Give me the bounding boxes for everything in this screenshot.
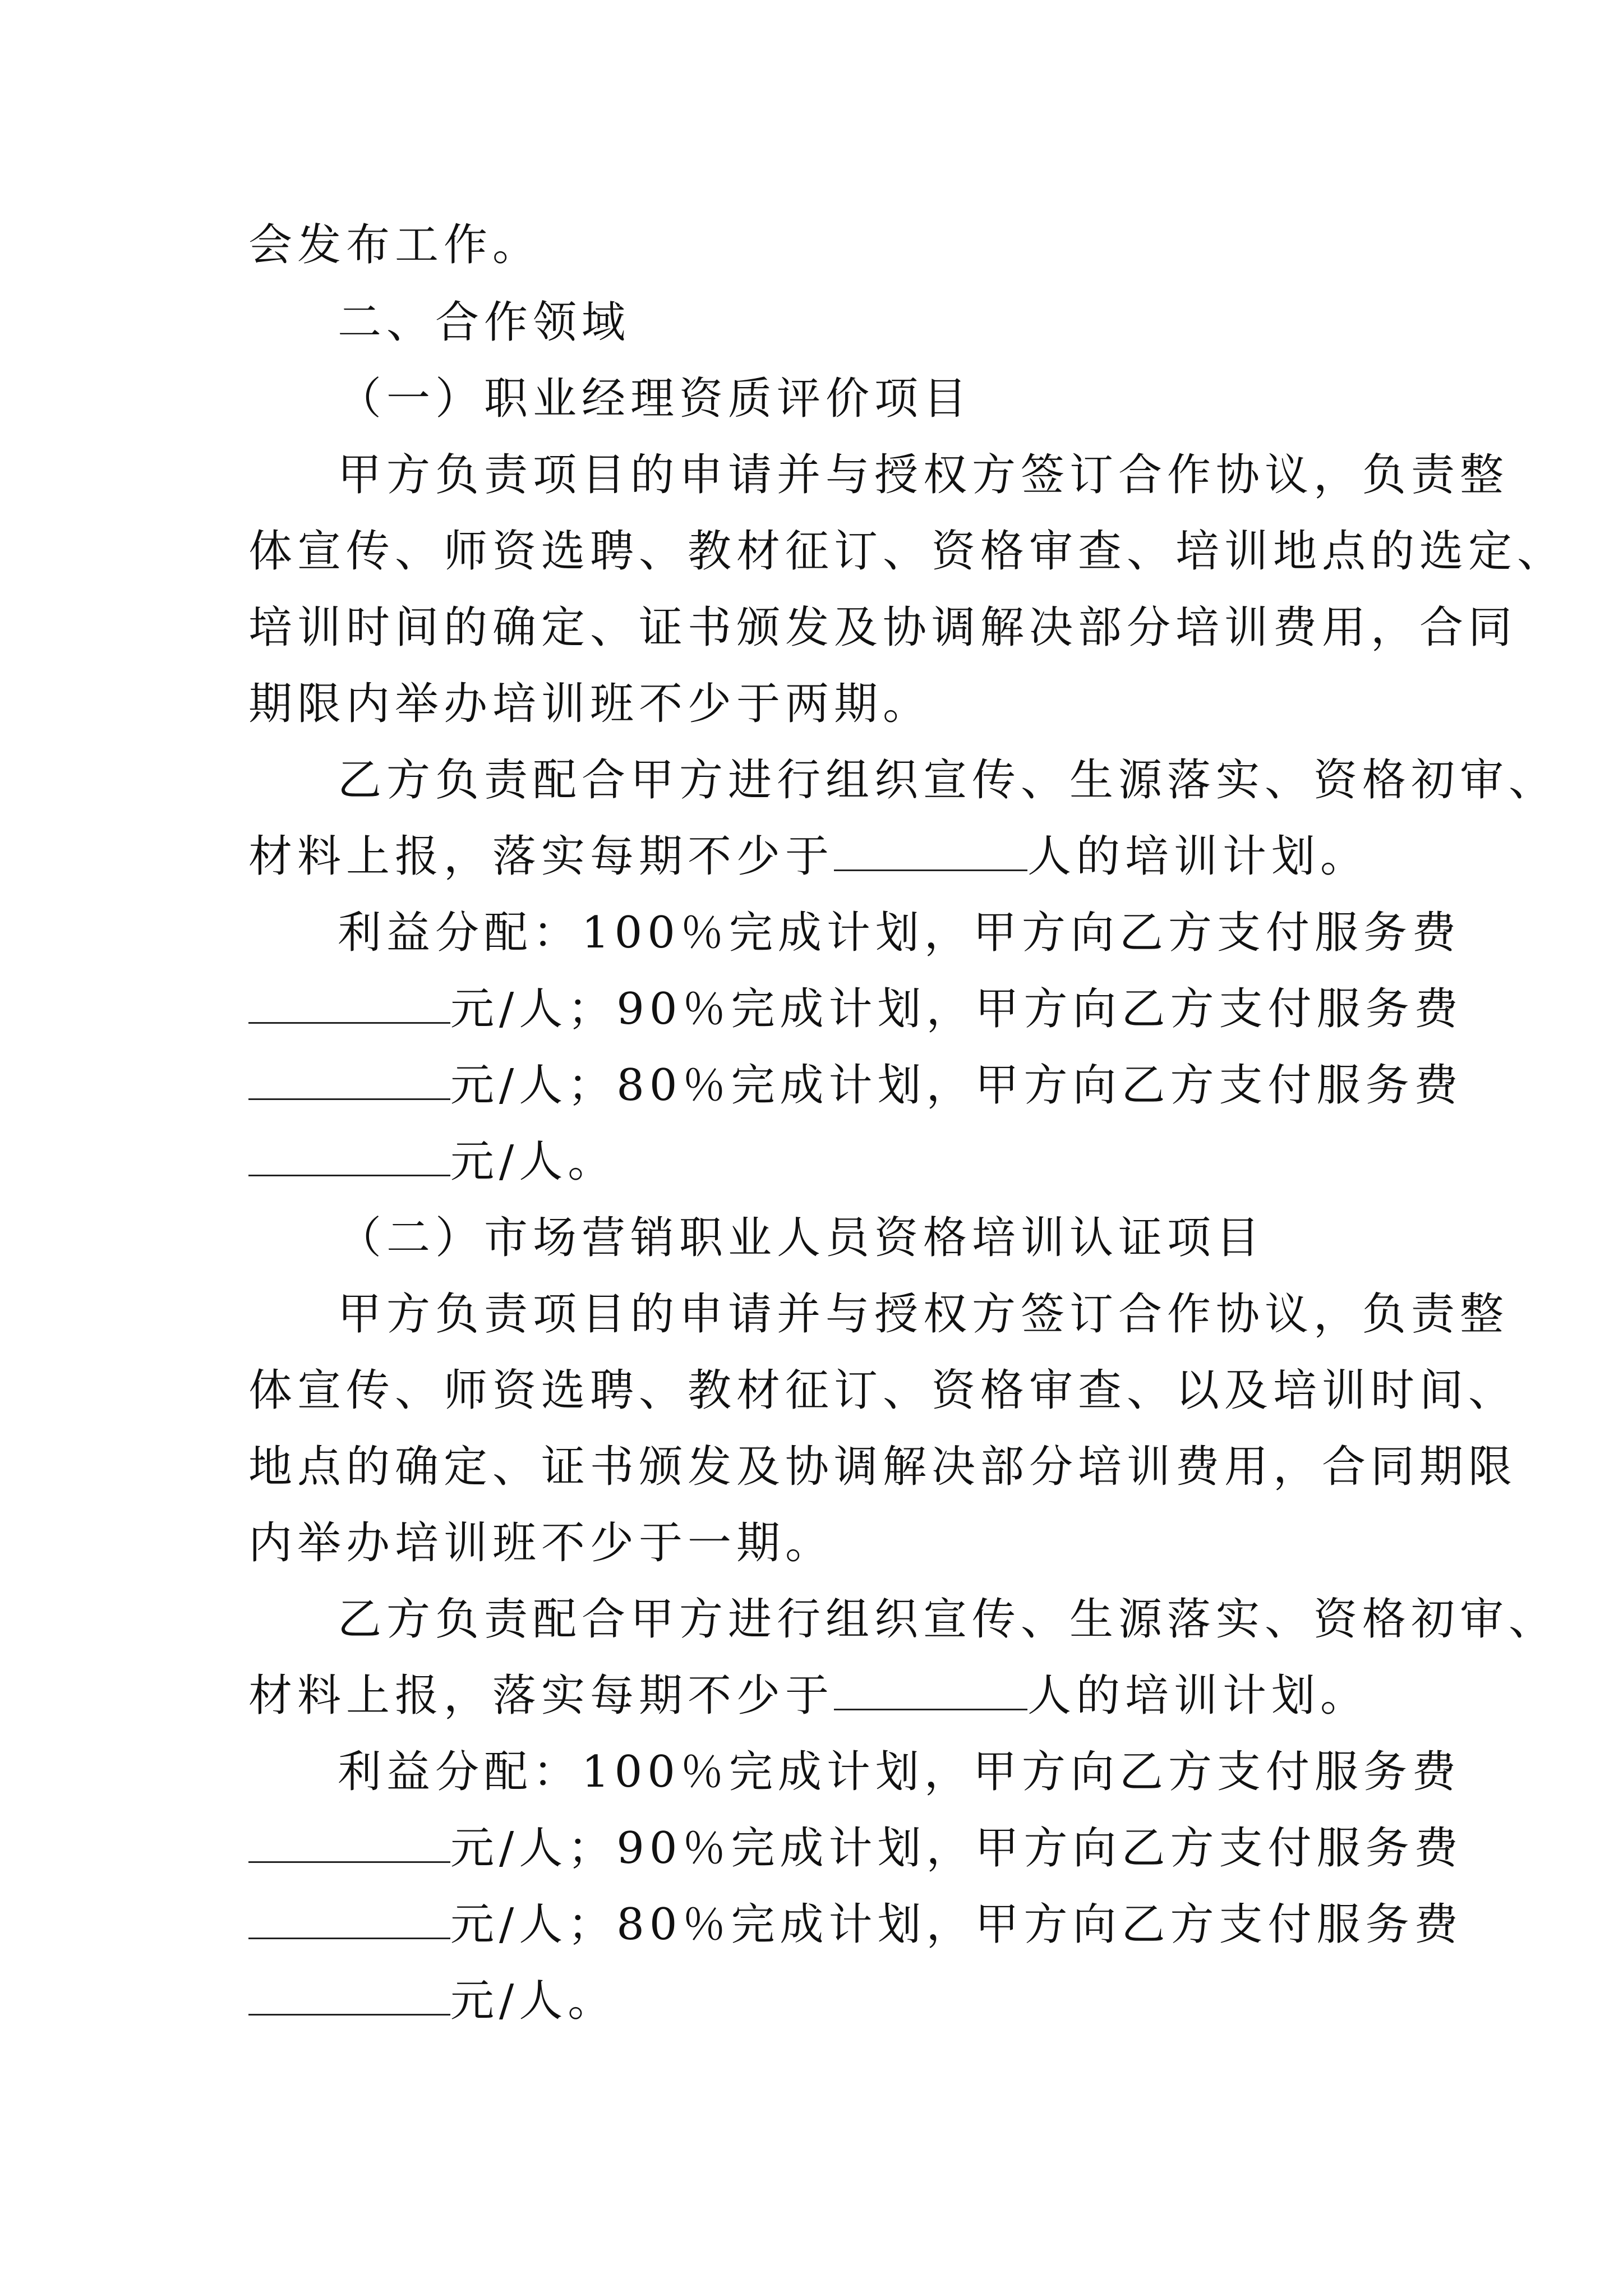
- paragraph-line: [248, 1512, 834, 1574]
- paragraph-line: [248, 1436, 1517, 1498]
- fill-in-blank: [248, 990, 450, 1024]
- line-text: 材料上报，落实每期不少于: [248, 831, 834, 882]
- line-text: 乙方负责配合甲方进行组织宣传、生源落实、资格初审、: [338, 755, 1558, 806]
- line-text: 人的培训计划。: [1027, 1671, 1370, 1721]
- subsection-heading-text: （二）市场营销职业人员资格培训认证项目: [338, 1213, 1265, 1263]
- subsection-heading: [338, 368, 972, 430]
- paragraph-line: [248, 1970, 616, 2032]
- line-text: 体宣传、师资选聘、教材征订、资格审查、以及培训时间、: [248, 1365, 1518, 1416]
- fill-in-blank: [834, 1676, 1027, 1710]
- line-text: 利益分配：100％完成计划，甲方向乙方支付服务费: [338, 908, 1461, 958]
- paragraph-line: [248, 521, 1566, 582]
- paragraph-line: [248, 1055, 1463, 1116]
- line-text: 地点的确定、证书颁发及协调解决部分培训费用，合同期限: [248, 1442, 1518, 1492]
- line-text: 元/人。: [450, 1137, 617, 1187]
- paragraph-line: [248, 978, 1463, 1040]
- line-text: 人的培训计划。: [1027, 831, 1370, 882]
- fill-in-blank: [248, 1066, 450, 1100]
- line-text: 元/人；90％完成计划，甲方向乙方支付服务费: [450, 1823, 1463, 1874]
- paragraph-line: [248, 214, 541, 276]
- paragraph-line: [338, 444, 1509, 506]
- paragraph-line: [338, 1741, 1461, 1803]
- paragraph-line: [248, 1894, 1463, 1955]
- fill-in-blank: [834, 837, 1027, 871]
- line-text: 材料上报，落实每期不少于: [248, 1671, 834, 1721]
- section-heading: [338, 292, 630, 353]
- paragraph-line: [248, 1131, 616, 1193]
- line-text: 利益分配：100％完成计划，甲方向乙方支付服务费: [338, 1747, 1461, 1797]
- line-text: 乙方负责配合甲方进行组织宣传、生源落实、资格初审、: [338, 1594, 1558, 1645]
- paragraph-line: [248, 597, 1517, 659]
- line-text: 甲方负责项目的申请并与授权方签订合作协议，负责整: [338, 450, 1509, 500]
- subsection-heading-text: （一）职业经理资质评价项目: [338, 374, 972, 424]
- fill-in-blank: [248, 1905, 450, 1939]
- line-text: 内举办培训班不少于一期。: [248, 1518, 834, 1568]
- line-text: 元/人；80％完成计划，甲方向乙方支付服务费: [450, 1899, 1463, 1950]
- paragraph-line: [248, 1360, 1517, 1421]
- fill-in-blank: [248, 1829, 450, 1863]
- line-text: 期限内举办培训班不少于两期。: [248, 679, 932, 729]
- line-text: 元/人；80％完成计划，甲方向乙方支付服务费: [450, 1060, 1463, 1111]
- subsection-heading: [338, 1207, 1265, 1269]
- paragraph-line: [248, 1818, 1463, 1879]
- paragraph-line: [248, 1665, 1369, 1727]
- paragraph-line: [338, 1589, 1557, 1650]
- paragraph-line: [248, 673, 932, 735]
- fill-in-blank: [248, 1142, 450, 1176]
- paragraph-line: [338, 749, 1557, 811]
- fill-in-blank: [248, 1981, 450, 2016]
- line-text: 元/人；90％完成计划，甲方向乙方支付服务费: [450, 984, 1463, 1034]
- line-text: 体宣传、师资选聘、教材征订、资格审查、培训地点的选定、: [248, 526, 1566, 577]
- paragraph-line: [338, 1283, 1509, 1345]
- line-text: 会发布工作。: [248, 220, 542, 270]
- paragraph-line: [248, 826, 1369, 887]
- section-heading-text: 二、合作领域: [338, 297, 631, 348]
- line-text: 元/人。: [450, 1976, 617, 2026]
- paragraph-line: [338, 902, 1461, 964]
- line-text: 甲方负责项目的申请并与授权方签订合作协议，负责整: [338, 1289, 1509, 1340]
- line-text: 培训时间的确定、证书颁发及协调解决部分培训费用，合同: [248, 602, 1518, 653]
